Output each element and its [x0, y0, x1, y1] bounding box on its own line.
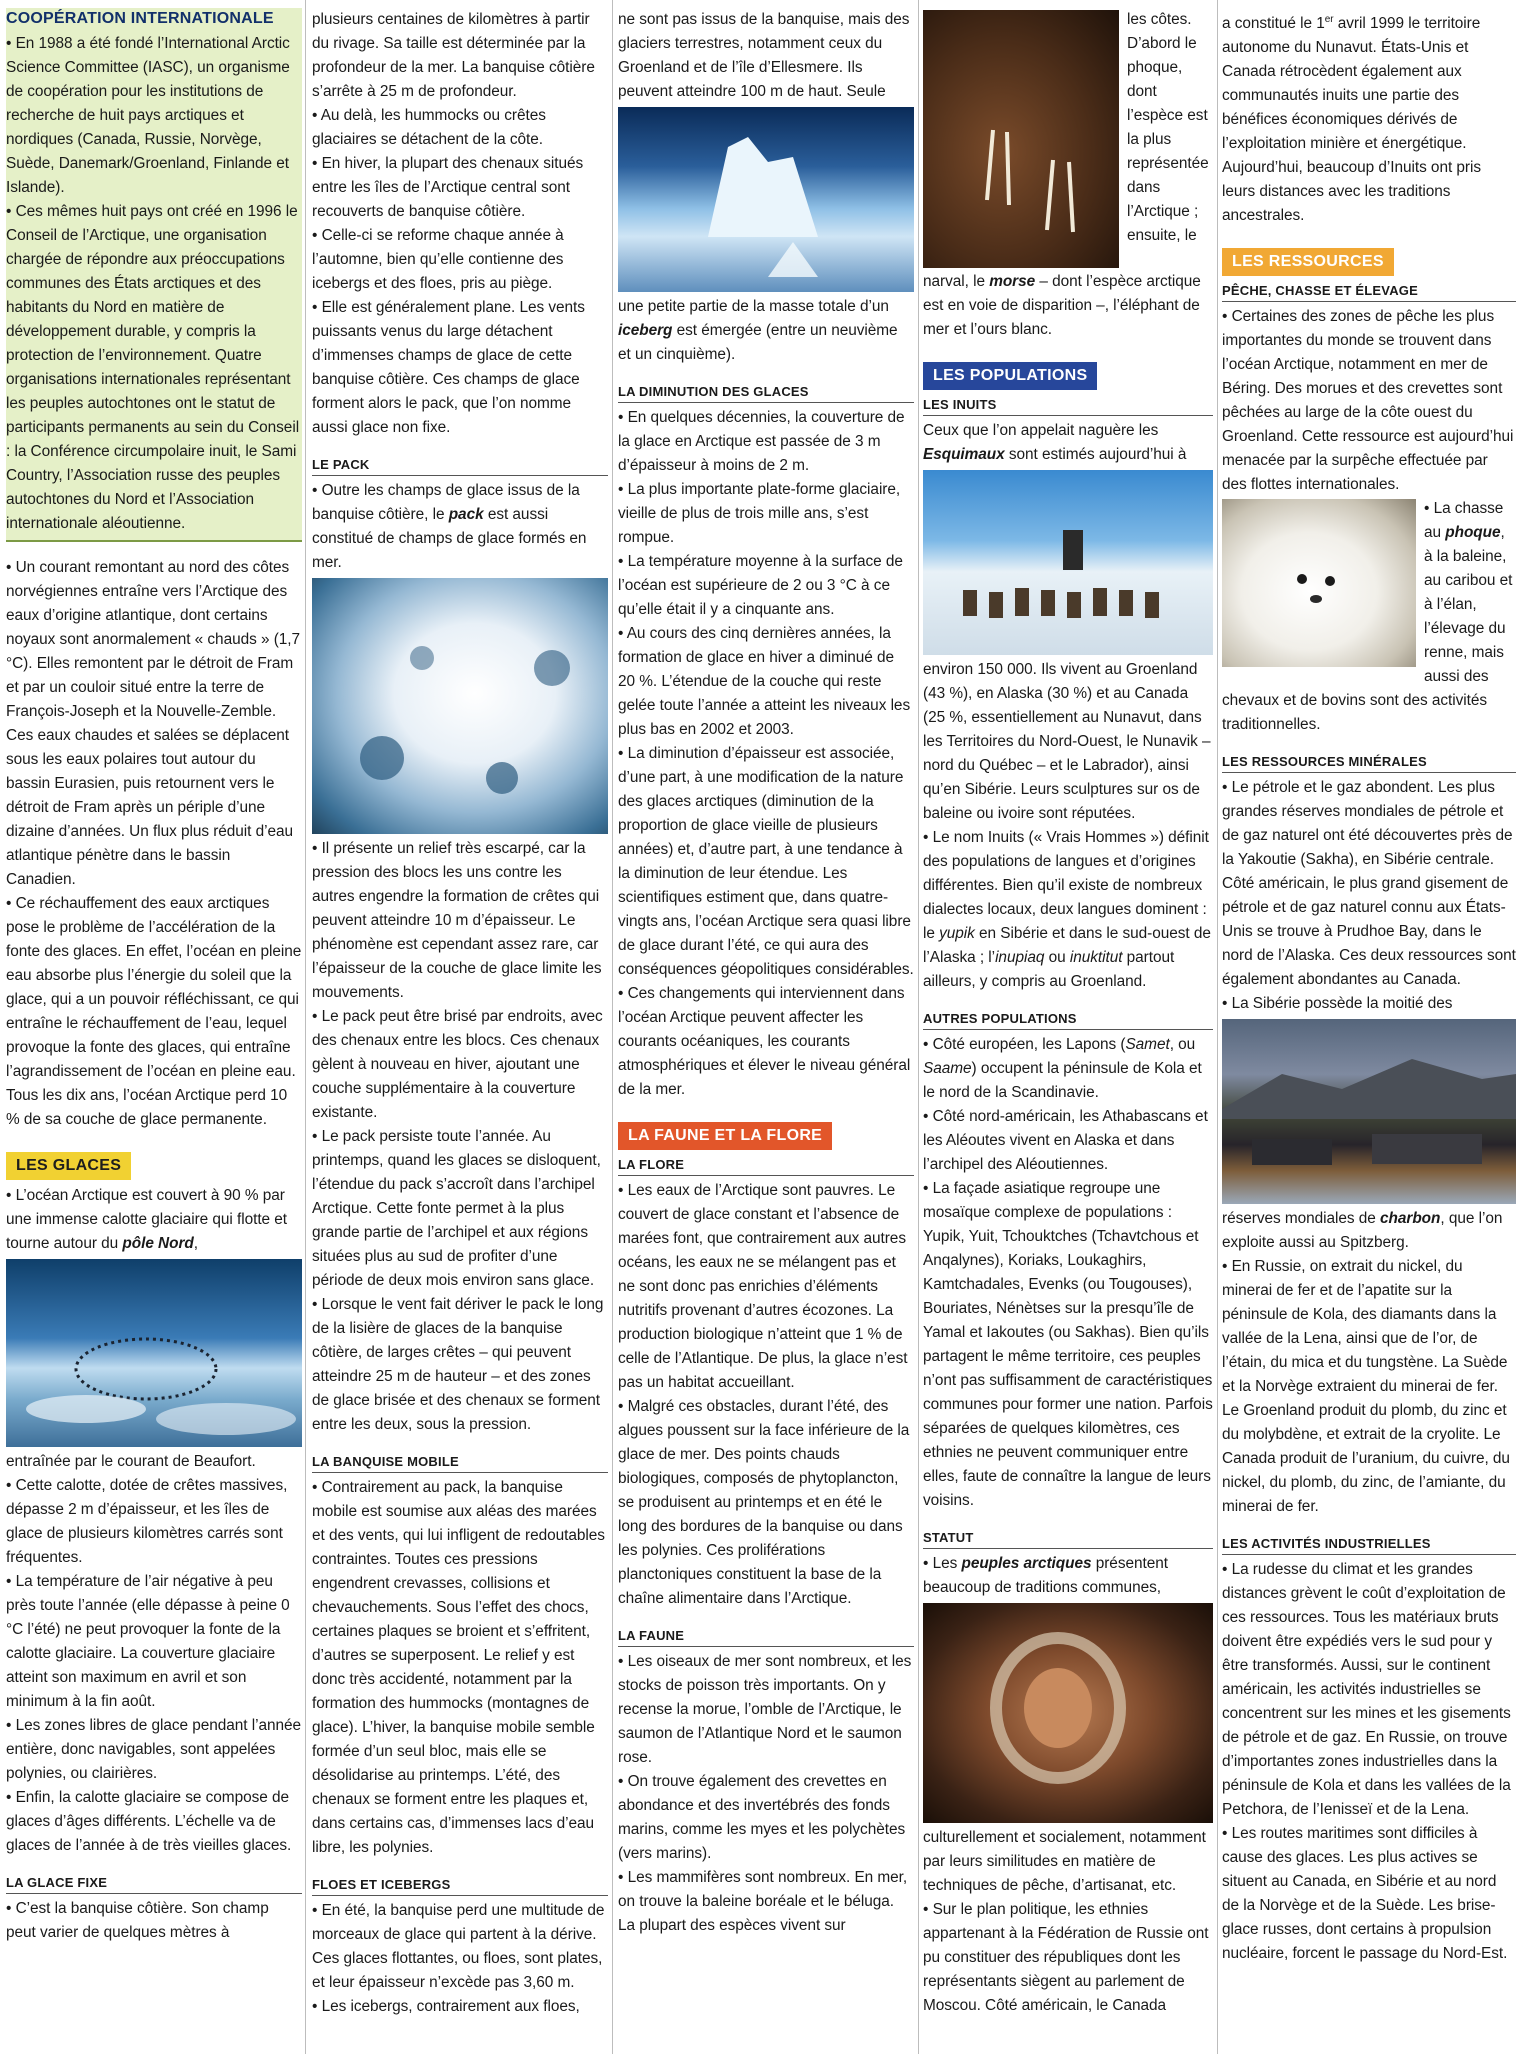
paragraph: • C’est la banquise côtière. Son champ peut varier de quelques mètres à — [6, 1900, 269, 1941]
paragraph: narval, le morse – dont l’espèce arctique est en voie de disparition –, l’éléphant de mer et l’ours blanc. — [923, 273, 1201, 338]
paragraph: • Certaines des zones de pêche les plus importantes du monde se trouvent dans l’océan Arctique, notamment en mer de Béring. Des morues et des crevettes sont pêchées au large de la côte ouest du Groenland. Cette ressource est aujourd’hui menacée par la surpêche effectuée par des flottes internationales. — [1222, 308, 1514, 494]
paragraph: • Au cours des cinq dernières années, la formation de glace en hiver a diminué de 20 %. L’étendue de la couche qui reste gelée toute l’année a atteint les niveaux les plus bas en 2002 et 2003. — [618, 625, 911, 738]
photo-inuit-child — [923, 1603, 1213, 1823]
photo-iceberg — [618, 107, 914, 292]
paragraph: • Ces changements qui interviennent dans l’océan Arctique peuvent affecter les courants océaniques, les courants atmosphériques et élever le niveau général de la mer. — [618, 985, 911, 1098]
column-5 — [1222, 8, 1516, 2054]
subheading-autres-populations: AUTRES POPULATIONS — [923, 1010, 1213, 1030]
paragraph: • Côté nord-américain, les Athabascans et les Aléoutes vivent en Alaska et dans l’archipel des Aléoutiennes. — [923, 1108, 1208, 1173]
paragraph: • Contrairement au pack, la banquise mobile est soumise aux aléas des marées et des vents, qui lui infligent de redoutables contraintes. Toutes ces pressions engendrent crevasses, collisions et chevauchements. Sous l’effet des chocs, certaines plaques se broient et s’effritent, d’autres se superposent. Le relief y est donc très accidenté, notamment par la formation des hummocks (montagnes de glace). L’hiver, la banquise mobile semble formée d’un seul bloc, mais elle se désolidarise au printemps. L’été, des chenaux se forment entre les plaques et, dans certains cas, d’immenses lacs d’eau libre, les polynies. — [312, 1479, 605, 1856]
paragraph: • Le pack peut être brisé par endroits, avec des chenaux entre les blocs. Ces chenaux gèlent à nouveau en hiver, ajoutant une couche supplémentaire à la couverture existante. — [312, 1008, 603, 1121]
photo-illustration — [923, 470, 1213, 655]
paragraph: • Les zones libres de glace pendant l’année entière, donc navigables, sont appelées polynies, ou clairières. — [6, 1717, 302, 1782]
section-tag-populations: LES POPULATIONS — [923, 362, 1097, 390]
photo-illustration — [1222, 499, 1416, 667]
paragraph: • Les oiseaux de mer sont nombreux, et les stocks de poisson très importants. On y recense la morue, l’omble de l’Arctique, le saumon de l’Atlantique Nord et le saumon rose. — [618, 1653, 912, 1766]
photo-illustration — [6, 1259, 302, 1447]
column-rule — [1217, 0, 1218, 2054]
column-rule — [918, 0, 919, 2054]
paragraph: • Les icebergs, contrairement aux floes, — [312, 1998, 580, 2015]
paragraph: • La façade asiatique regroupe une mosaïque complexe de populations : Yupik, Yuit, Tchouktches (Tchavtchous et Anqalynes), Koriaks, Loukaghirs, Kamtchadales, Evenks (ou Tougouses), Bouriates, Nénètses sur la presqu’île de Yamal et Iakoutes (ou Sakhas). Bien qu’ils partagent le même territoire, ces peuples n’ont pas suffisamment de caractéristiques communes pour former une nation. Parfois séparées de quelques kilomètres, ces ethnies ne peuvent communiquer entre elles, faute de connaître la langue de leurs voisins. — [923, 1180, 1213, 1509]
subheading-peche-chasse: PÊCHE, CHASSE ET ÉLEVAGE — [1222, 282, 1516, 302]
subheading-statut: STATUT — [923, 1529, 1213, 1549]
subheading-banquise-mobile: LA BANQUISE MOBILE — [312, 1453, 608, 1473]
paragraph: • L’océan Arctique est couvert à 90 % par une immense calotte glaciaire qui flotte et tourne autour du pôle Nord, — [6, 1187, 288, 1252]
paragraph: • Elle est généralement plane. Les vents puissants venus du large détachent d’immenses champs de glace de cette banquise côtière. Ces champs de glace forment alors le pack, que l’on nomme aussi glace non fixe. — [312, 299, 585, 436]
paragraph: • Sur le plan politique, les ethnies appartenant à la Fédération de Russie ont pu constituer des républiques dont les représentants siègent au parlement de Moscou. Côté américain, le Canada — [923, 1901, 1209, 2014]
paragraph: • Ce réchauffement des eaux arctiques pose le problème de l’accélération de la fonte des glaces. En effet, l’océan en pleine eau absorbe plus l’énergie du soleil que la glace, qui a un pouvoir réfléchissant, ce qui entraîne le réchauffement de l’eau, lequel provoque la fonte des glaces, qui entraîne l’agrandissement de l’océan en pleine eau. Tous les dix ans, l’océan Arctique perd 10 % de sa couche de glace permanente. — [6, 895, 302, 1128]
paragraph: • Les mammifères sont nombreux. En mer, on trouve la baleine boréale et le béluga. La plupart des espèces vivent sur — [618, 1869, 908, 1934]
paragraph: réserves mondiales de charbon, que l’on exploite aussi au Spitzberg. — [1222, 1210, 1503, 1252]
paragraph: • Malgré ces obstacles, durant l’été, des algues poussent sur la face inférieure de la glace de mer. Des points chauds biologiques, composés de phytoplancton, se produisent au printemps et en été le long des bordures de la banquise ou dans les polynies. Ces proliférations planctoniques constituent la base de la chaîne alimentaire dans l’Arctique. — [618, 1398, 910, 1607]
paragraph: • La température moyenne à la surface de l’océan est supérieure de 2 ou 3 °C à ce qu’elle était il y a cinquante ans. — [618, 553, 903, 618]
paragraph: • La Sibérie possède la moitié des — [1222, 995, 1453, 1013]
column-2 — [312, 8, 608, 2054]
paragraph: • En 1988 a été fondé l’International Arctic Science Committee (IASC), un organisme de coopération pour les institutions de recherche de huit pays arctiques et nordiques (Canada, Russie, Norvège, Suède, Danemark/Groenland, Finlande et Islande). — [6, 35, 290, 196]
paragraph: plusieurs centaines de kilomètres à partir du rivage. Sa taille est déterminée par la profondeur de la mer. La banquise côtière s’arrête à 25 m de profondeur. — [312, 11, 595, 100]
photo-illustration — [923, 10, 1119, 268]
paragraph: ne sont pas issus de la banquise, mais des glaciers terrestres, notamment ceux du Groenland et de l’île d’Ellesmere. Ils peuvent atteindre 100 m de haut. Seule — [618, 11, 910, 100]
paragraph: les côtes. D’abord le phoque, dont l’espèce est la plus représentée dans l’Arctique ; ensuite, le — [1127, 11, 1209, 244]
subheading-glace-fixe: LA GLACE FIXE — [6, 1874, 302, 1894]
paragraph: • Ces mêmes huit pays ont créé en 1996 le Conseil de l’Arctique, une organisation chargée de répondre aux préoccupations communes des États arctiques et des habitants du Nord en matière de développement durable, y compris la protection de l’environnement. Quatre organisations internationales représentant les peuples autochtones ont le statut de participants permanents au sein du Conseil : la Conférence circumpolaire inuit, le Sami Country, l’Association russe des peuples autochtones du Nord et l’Association internationale aléoutienne. — [6, 203, 300, 532]
paragraph: • Les routes maritimes sont difficiles à cause des glaces. Les plus actives se situent au Canada, en Sibérie et au nord de la Norvège et de la Suède. Les brise-glace russes, dont certains à propulsion nucléaire, forcent le passage du Nord-Est. — [1222, 1825, 1508, 1963]
photo-pack-ice — [312, 578, 608, 834]
paragraph: entraînée par le courant de Beaufort. — [6, 1453, 256, 1470]
paragraph: • En été, la banquise perd une multitude de morceaux de glace qui partent à la dérive. Ces glaces flottantes, ou floes, sont plates, et leur épaisseur n’excède pas 3,60 m. — [312, 1902, 605, 1991]
paragraph: a constitué le 1er avril 1999 le territoire autonome du Nunavut. États-Unis et Canada rétrocèdent également aux communautés inuits une partie des bénéfices économiques dérivés de l’exploitation minière et énergétique. Aujourd’hui, beaucoup d’Inuits ont pris leurs distances avec les traditions ancestrales. — [1222, 14, 1482, 225]
subheading-diminution-glaces: LA DIMINUTION DES GLACES — [618, 383, 914, 403]
subheading-inuits: LES INUITS — [923, 396, 1213, 416]
column-1 — [6, 8, 302, 2054]
section-tag-glaces: LES GLACES — [6, 1152, 131, 1180]
paragraph: • La chasse au phoque, à la baleine, au caribou et à l’élan, l’élevage du renne, mais aussi des chevaux et de bovins sont des activités traditionnelles. — [1222, 500, 1513, 734]
paragraph: une petite partie de la masse totale d’un iceberg est émergée (entre un neuvième et un cinquième). — [618, 298, 898, 363]
subheading-flore: LA FLORE — [618, 1156, 914, 1176]
paragraph: • En Russie, on extrait du nickel, du minerai de fer et de l’apatite sur la péninsule de Kola, des diamants dans la vallée de la Lena, ainsi que de l’or, de l’étain, du mica et du tungstène. La Suède et la Norvège extraient du minerai de fer. Le Groenland produit du plomb, du zinc et du molybdène, et extrait de la cryolite. Le Canada produit de l’uranium, du cuivre, du nickel, du plomb, du zinc, de l’amiante, du minerai de fer. — [1222, 1258, 1510, 1516]
subheading-ressources-minerales: LES RESSOURCES MINÉRALES — [1222, 753, 1516, 773]
paragraph: Ceux que l’on appelait naguère les Esquimaux sont estimés aujourd’hui à — [923, 422, 1187, 463]
photo-illustration — [1222, 1019, 1516, 1204]
paragraph: • On trouve également des crevettes en abondance et des invertébrés des fonds marins, comme les myes et les polychètes (vers marins). — [618, 1773, 906, 1862]
paragraph: • Les peuples arctiques présentent beaucoup de traditions communes, — [923, 1555, 1168, 1596]
paragraph: • Celle-ci se reforme chaque année à l’automne, bien qu’elle contienne des icebergs et des floes, pris au piège. — [312, 227, 564, 292]
section-tag-faune-flore: LA FAUNE ET LA FLORE — [618, 1122, 832, 1150]
photo-illustration — [923, 1603, 1213, 1823]
paragraph: environ 150 000. Ils vivent au Groenland (43 %), en Alaska (30 %) et au Canada (25 %, essentiellement au Nunavut, dans les Territoires du Nord-Ouest, le Nunavik – nord du Québec – et le Labrador), ainsi qu’en Sibérie. Leurs sculptures sur os de baleine ou ivoire sont réputées. — [923, 661, 1211, 822]
column-3 — [618, 8, 914, 2054]
paragraph: • Un courant remontant au nord des côtes norvégiennes entraîne vers l’Arctique des eaux d’origine atlantique, dont certains noyaux sont anormalement « chauds » (1,7 °C). Elles remontent par le détroit de Fram et par un couloir situé entre la terre de François-Joseph et la Nouvelle-Zemble. Ces eaux chaudes et salées se déplacent sous les eaux polaires tout autour du bassin Eurasien, puis retournent vers le détroit de Fram après un périple d’une dizaine d’années. Un flux plus réduit d’eau atlantique pénètre dans le bassin Canadien. — [6, 559, 301, 888]
photo-illustration — [618, 107, 914, 292]
subheading-activites-industrielles: LES ACTIVITÉS INDUSTRIELLES — [1222, 1535, 1516, 1555]
paragraph: • Le nom Inuits (« Vrais Hommes ») définit des populations de langues et d’origines différentes. Bien qu’il existe de nombreux dialectes locaux, deux langues dominent : le yupik en Sibérie et dans le sud-ouest de l’Alaska ; l’inupiaq ou inuktitut partout ailleurs, y compris au Groenland. — [923, 829, 1211, 990]
paragraph: • En hiver, la plupart des chenaux situés entre les îles de l’Arctique central sont recouverts de banquise côtière. — [312, 155, 584, 220]
subheading-floes-icebergs: FLOES ET ICEBERGS — [312, 1876, 608, 1896]
section-tag-ressources: LES RESSOURCES — [1222, 248, 1394, 276]
paragraph: • Le pétrole et le gaz abondent. Les plus grandes réserves mondiales de pétrole et de gaz naturel ont été découvertes près de la Yakoutie (Sakha), en Sibérie centrale. Côté américain, le plus grand gisement de pétrole et de gaz naturel connu aux États-Unis se trouve à Prudhoe Bay, dans le nord de l’Alaska. Ces deux ressources sont également abondantes au Canada. — [1222, 779, 1516, 989]
column-rule — [612, 0, 613, 2054]
subheading-faune: LA FAUNE — [618, 1627, 914, 1647]
photo-dog-sled — [923, 470, 1213, 655]
paragraph: • La rudesse du climat et les grandes distances grèvent le coût d’exploitation de ces ressources. Tous les matériaux bruts doivent être expédiés vers le sud pour y être transformés. Aussi, sur le continent américain, les activités industrielles se concentrent sur les mines et les gisements de pétrole et de gaz. En Russie, on trouve d’importantes zones industrielles dans la péninsule de Kola et dans les vallées de la Petchora, de l’Ienisseï et de la Lena. — [1222, 1561, 1511, 1819]
paragraph: • En quelques décennies, la couverture de la glace en Arctique est passée de 3 m d’épaisseur à moins de 2 m. — [618, 409, 905, 474]
column-rule — [305, 0, 306, 2054]
photo-walrus — [923, 10, 1119, 268]
paragraph: • La diminution d’épaisseur est associée, d’une part, à une modification de la nature des glaces arctiques (diminution de la proportion de glace vieille de plusieurs années) et, d’autre part, à une tendance à la diminution de leur étendue. Les scientifiques estiment que, dans quatre-vingts ans, l’océan Arctique sera quasi libre de glace durant l’été, ce qui aura des conséquences géopolitiques considérables. — [618, 745, 914, 978]
photo-north-pole-expedition — [6, 1259, 302, 1447]
paragraph: • La température de l’air négative à peu près toute l’année (elle dépasse à peine 0 °C l’été) ne peut provoquer la fonte de la calotte glaciaire. La couverture glaciaire atteint son maximum en avril et son minimum à la fin août. — [6, 1573, 290, 1710]
paragraph: • Cette calotte, dotée de crêtes massives, dépasse 2 m d’épaisseur, et les îles de glace de plusieurs kilomètres carrés sont fréquentes. — [6, 1477, 288, 1566]
paragraph: • Le pack persiste toute l’année. Au printemps, quand les glaces se disloquent, l’étendue du pack s’accroît dans l’archipel Arctique. Cette fonte permet à la plus grande partie de l’archipel et aux régions situées plus au sud de profiter d’une période de deux mois environ sans glace. — [312, 1128, 601, 1289]
paragraph: • Lorsque le vent fait dériver le pack le long de la lisière de glaces de la banquise côtière, de larges crêtes – qui peuvent atteindre 25 m de hauteur – et des zones de glace brisée et des chenaux se forment entre les deux, sous la pression. — [312, 1296, 604, 1433]
photo-illustration — [312, 578, 608, 834]
paragraph: • Côté européen, les Lapons (Samet, ou Saame) occupent la péninsule de Kola et le nord de la Scandinavie. — [923, 1036, 1202, 1101]
cooperation-box — [6, 8, 302, 542]
column-4 — [923, 8, 1213, 2054]
paragraph: • Au delà, les hummocks ou crêtes glaciaires se détachent de la côte. — [312, 107, 546, 148]
cooperation-title: COOPÉRATION INTERNATIONALE — [6, 10, 274, 27]
subheading-pack: LE PACK — [312, 456, 608, 476]
photo-coal-port — [1222, 1019, 1516, 1204]
paragraph: • Les eaux de l’Arctique sont pauvres. Le couvert de glace constant et l’absence de marées font, que contrairement aux autres océans, les eaux ne se mélangent pas et ne sont donc pas enrichies d’éléments nutritifs provenant d’autres écozones. La production biologique n’atteint que 1 % de celle de l’Atlantique. De plus, la glace n’est pas un habitat accueillant. — [618, 1182, 908, 1391]
paragraph: • Il présente un relief très escarpé, car la pression des blocs les uns contre les autres engendre la formation de crêtes qui peuvent atteindre 10 m d’épaisseur. Le phénomène est cependant assez rare, car l’épaisseur de la couche de glace limite les mouvements. — [312, 840, 602, 1001]
paragraph: • Enfin, la calotte glaciaire se compose de glaces d’âges différents. L’échelle va de glaces de l’année à de très vieilles glaces. — [6, 1789, 292, 1854]
photo-seal-pup — [1222, 499, 1416, 667]
paragraph: • Outre les champs de glace issus de la banquise côtière, le pack est aussi constitué de champs de glace formés en mer. — [312, 482, 587, 571]
paragraph: • La plus importante plate-forme glaciaire, vieille de plus de trois mille ans, s’est rompue. — [618, 481, 901, 546]
paragraph: culturellement et socialement, notamment par leurs similitudes en matière de techniques de pêche, d’artisanat, etc. — [923, 1829, 1206, 1894]
